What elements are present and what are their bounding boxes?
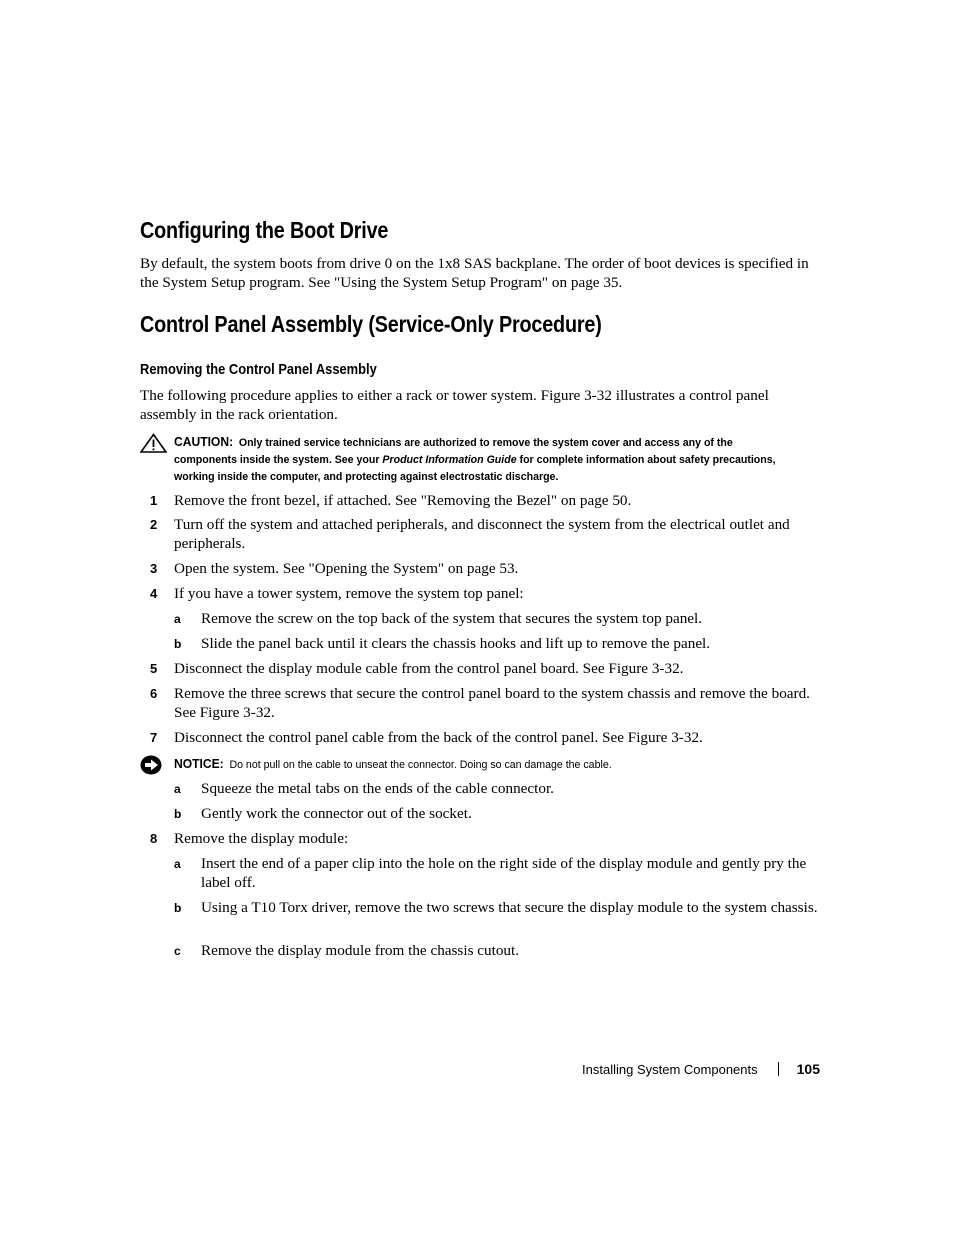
step-number: 5: [150, 661, 158, 676]
step-8a: [174, 855, 820, 892]
substep-letter: a: [174, 857, 181, 871]
subheading-removing-control-panel: Removing the Control Panel Assembly: [140, 361, 377, 378]
step-1: [150, 492, 820, 511]
step-number: 3: [150, 561, 158, 576]
heading-control-panel-assembly: Control Panel Assembly (Service-Only Procedure): [140, 311, 602, 337]
substep-letter: a: [174, 782, 181, 796]
step-4a: [174, 610, 820, 629]
step-number: 8: [150, 831, 158, 846]
substep-letter: b: [174, 637, 182, 651]
substep-text: Squeeze the metal tabs on the ends of the cable connector.: [201, 780, 554, 797]
caution-label: CAUTION:: [174, 434, 234, 449]
notice-arrow-icon: [140, 755, 164, 780]
footer-divider: [778, 1062, 779, 1076]
step-text: Remove the front bezel, if attached. See "Removing the Bezel" on page 50.: [174, 492, 632, 509]
footer-section-title: Installing System Components: [582, 1061, 758, 1077]
step-3: [150, 560, 820, 579]
caution-text: [174, 433, 788, 486]
step-8: [150, 830, 820, 849]
caution-text-before: Only trained service technicians are authorized to remove the system cover and access any of the components inside the system. See your: [174, 437, 733, 466]
step-number: 7: [150, 730, 158, 745]
notice-callout: [140, 755, 820, 774]
step-number: 6: [150, 686, 158, 701]
step-text: Disconnect the display module cable from the control panel board. See Figure 3-32.: [174, 660, 684, 677]
notice-body: Do not pull on the cable to unseat the connector. Doing so can damage the cable.: [229, 759, 612, 771]
step-8b: [174, 899, 820, 918]
caution-callout: [140, 433, 820, 486]
substep-letter: b: [174, 807, 182, 821]
substep-text: Using a T10 Torx driver, remove the two screws that secure the display module to the system chassis.: [201, 899, 818, 916]
step-number: 2: [150, 517, 158, 532]
page-footer: [582, 1061, 820, 1077]
caution-text-after: for complete information about safety precautions, working inside the computer, and protecting against electrostatic discharge.: [174, 454, 776, 483]
step-text: If you have a tower system, remove the system top panel:: [174, 585, 524, 602]
notice-label: NOTICE:: [174, 756, 224, 771]
substep-letter: c: [174, 944, 181, 958]
step-text: Turn off the system and attached peripherals, and disconnect the system from the electrical outlet and peripherals.: [174, 516, 790, 552]
step-7a: [174, 780, 820, 799]
substep-text: Gently work the connector out of the socket.: [201, 805, 472, 822]
step-4: [150, 585, 820, 604]
step-6: [150, 685, 820, 722]
boot-drive-paragraph: By default, the system boots from drive 0 on the 1x8 SAS backplane. The order of boot devices is specified in the System Setup program. See "Using the System Setup Program" on page 35.: [140, 255, 809, 291]
substep-letter: b: [174, 901, 182, 915]
step-5: [150, 660, 820, 679]
caution-emphasis: Product Information Guide: [382, 454, 517, 466]
warning-triangle-icon: [140, 433, 167, 458]
step-text: Remove the three screws that secure the control panel board to the system chassis and remove the board. See Figure 3-32.: [174, 685, 810, 721]
step-number: 4: [150, 586, 158, 601]
step-text: Remove the display module:: [174, 830, 349, 847]
step-text: Disconnect the control panel cable from the back of the control panel. See Figure 3-32.: [174, 729, 703, 746]
step-2: [150, 516, 820, 553]
notice-text: [174, 755, 788, 774]
step-4b: [174, 635, 820, 654]
step-7: [150, 729, 820, 748]
step-text: Open the system. See "Opening the System" on page 53.: [174, 560, 519, 577]
step-number: 1: [150, 493, 158, 508]
substep-text: Remove the screw on the top back of the system that secures the system top panel.: [201, 610, 703, 627]
heading-configuring-boot-drive: Configuring the Boot Drive: [140, 217, 389, 243]
control-panel-intro-paragraph: The following procedure applies to either a rack or tower system. Figure 3-32 illustrates a control panel assembly in the rack orientation.: [140, 387, 769, 423]
substep-text: Insert the end of a paper clip into the hole on the right side of the display module and gently pry the label off.: [201, 855, 807, 891]
substep-text: Slide the panel back until it clears the chassis hooks and lift up to remove the panel.: [201, 635, 711, 652]
page-number: 105: [796, 1061, 820, 1077]
substep-letter: a: [174, 612, 181, 626]
substep-text: Remove the display module from the chassis cutout.: [201, 942, 520, 959]
step-7b: [174, 805, 820, 824]
step-8c: [174, 942, 820, 961]
